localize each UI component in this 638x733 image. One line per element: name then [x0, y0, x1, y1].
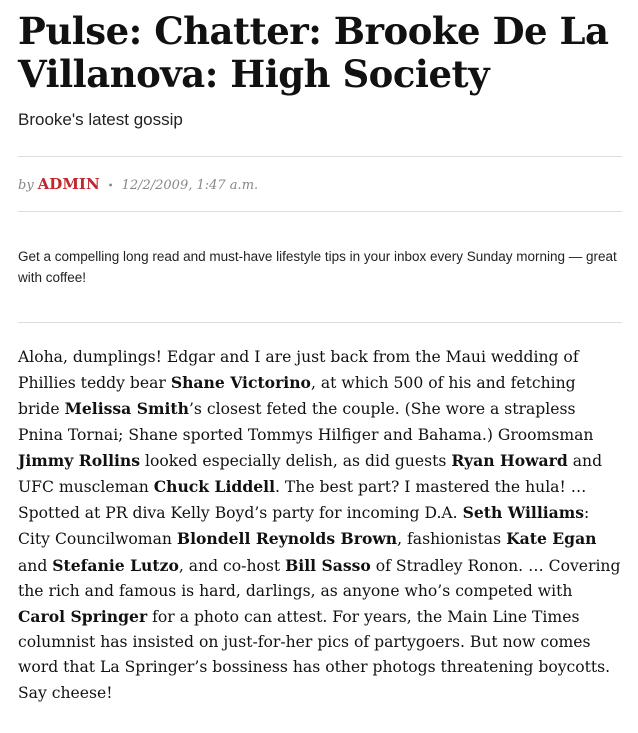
newsletter-promo: Get a compelling long read and must-have lifestyle tips in your inbox every Sunday morning — great with coffee! — [18, 249, 617, 285]
byline-separator: • — [107, 181, 114, 192]
divider — [18, 211, 622, 212]
body-text: and UFC muscleman — [18, 451, 603, 497]
byline-prefix: by — [18, 178, 34, 193]
byline — [18, 175, 622, 193]
body-text: . The best part? I mastered the hula! … Spotted at PR diva Kelly Boyd’s party for incoming D.A. — [18, 478, 587, 523]
article-body — [18, 345, 622, 706]
body-text: Aloha, dumplings! Edgar and I are just back from the Maui wedding of Phillies teddy bear — [18, 348, 579, 393]
author-link[interactable]: ADMIN — [37, 175, 100, 193]
article-title: Pulse: Chatter: Brooke De La Villanova: High Society — [18, 9, 609, 96]
bold-name: Ryan Howard — [451, 450, 568, 470]
body-text: of Stradley Ronon. … Covering the rich and famous is hard, darlings, as anyone who’s competed with — [18, 556, 621, 600]
body-text: , and co-host — [178, 556, 286, 575]
bold-name: Jimmy Rollins — [18, 450, 141, 470]
article-subtitle: Brooke's latest gossip — [18, 110, 183, 129]
bold-name: Carol Springer — [18, 607, 148, 627]
body-text: looked especially delish, as did guests — [140, 451, 452, 470]
article — [0, 10, 638, 706]
body-text: , fashionistas — [397, 530, 507, 549]
body-text: for a photo can attest. For years, the Main Line Times columnist has insisted on just-for-her pics of partygoers. But now comes word that La Springer’s bossiness has other photogs threatening boycotts. Say cheese! — [18, 608, 611, 702]
publish-date: 12/2/2009, 1:47 a.m. — [121, 178, 259, 193]
body-text: ’s closest feted the couple. (She wore a strapless Pnina Tornai; Shane sported Tommys Hilfiger and Bahama.) Groomsman — [18, 400, 594, 444]
divider — [18, 156, 622, 157]
body-text: : City Councilwoman — [18, 504, 590, 549]
bold-name: Blondell Reynolds Brown — [176, 529, 398, 549]
bold-name: Kate Egan — [506, 529, 597, 549]
bold-name: Seth Williams — [462, 503, 585, 523]
bold-name: Chuck Liddell — [153, 477, 275, 497]
bold-name: Melissa Smith — [64, 399, 189, 419]
divider — [18, 322, 622, 323]
body-text: and — [18, 556, 53, 575]
bold-name: Stefanie Lutzo — [52, 555, 179, 575]
bold-name: Shane Victorino — [170, 373, 311, 393]
bold-name: Bill Sasso — [285, 555, 371, 575]
body-text: , at which 500 of his and fetching bride — [18, 374, 576, 419]
